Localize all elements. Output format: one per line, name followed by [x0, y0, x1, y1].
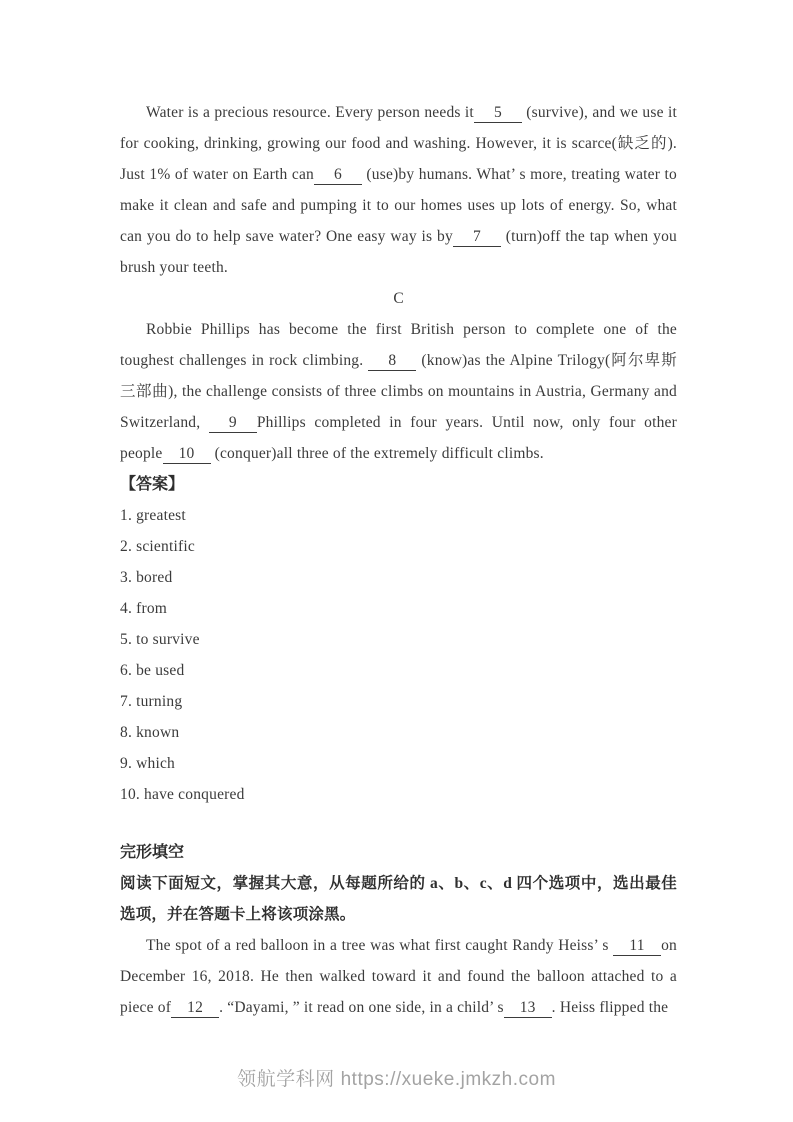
footer-site-name: 领航学科网: [237, 1069, 335, 1090]
blank-9: 9: [209, 413, 257, 433]
answer-item: 5. to survive: [120, 631, 200, 648]
footer-watermark: [0, 1064, 793, 1091]
blank-7: 7: [453, 227, 501, 247]
section-c-label: C: [393, 290, 404, 307]
answer-item: 1. greatest: [120, 507, 186, 524]
answer-item: 6. be used: [120, 662, 185, 679]
blank-6: 6: [314, 165, 362, 185]
answer-item: 10. have conquered: [120, 786, 245, 803]
cloze-passage: The spot of a red balloon in a tree was what first caught Randy Heiss’ s 11 on December 16, 2018. He then walked toward it and found the balloon attached to a piece of 12 . “Dayami, ” it read on one side, in a child’ s 13 . Heiss flipped the: [120, 937, 677, 1016]
answer-item: 7. turning: [120, 693, 183, 710]
blank-5: 5: [474, 103, 522, 123]
footer-site-url: https://xueke.jmkzh.com: [340, 1069, 556, 1090]
passage-water: Water is a precious resource. Every person needs it 5 (survive), and we use it for cooking, drinking, growing our food and washing. However, it is scarce(缺乏的). Just 1% of water on Earth can 6 (use)by humans. What’ s more, treating water to make it clean and safe and pumping it to our homes uses up lots of energy. So, what can you do to help save water? One easy way is by 7 (turn)off the tap when you brush your teeth.: [120, 104, 678, 276]
answer-item: 4. from: [120, 600, 168, 617]
answers-list: [120, 500, 677, 810]
blank-11: 11: [613, 936, 661, 956]
answer-item: 3. bored: [120, 569, 173, 586]
answer-item: 9. which: [120, 755, 175, 772]
cloze-section-title: 完形填空: [120, 844, 185, 861]
blank-8: 8: [368, 351, 416, 371]
answer-item: 2. scientific: [120, 538, 195, 555]
blank-13: 13: [504, 998, 552, 1018]
answers-header: 【答案】: [120, 476, 185, 493]
blank-12: 12: [171, 998, 219, 1018]
blank-10: 10: [163, 444, 211, 464]
passage-climbing: Robbie Phillips has become the first British person to complete one of the toughest challenges in rock climbing. 8 (know)as the Alpine Trilogy(阿尔卑斯三部曲), the challenge consists of three climbs on mountains in Austria, Germany and Switzerland, 9 Phillips completed in four years. Until now, only four other people 10 (conquer)all three of the extremely difficult climbs.: [120, 321, 678, 462]
page-content: [120, 97, 677, 1023]
answer-item: 8. known: [120, 724, 180, 741]
cloze-instructions: 阅读下面短文，掌握其大意，从每题所给的 a、b、c、d 四个选项中，选出最佳选项，并在答题卡上将该项涂黑。: [120, 875, 677, 923]
